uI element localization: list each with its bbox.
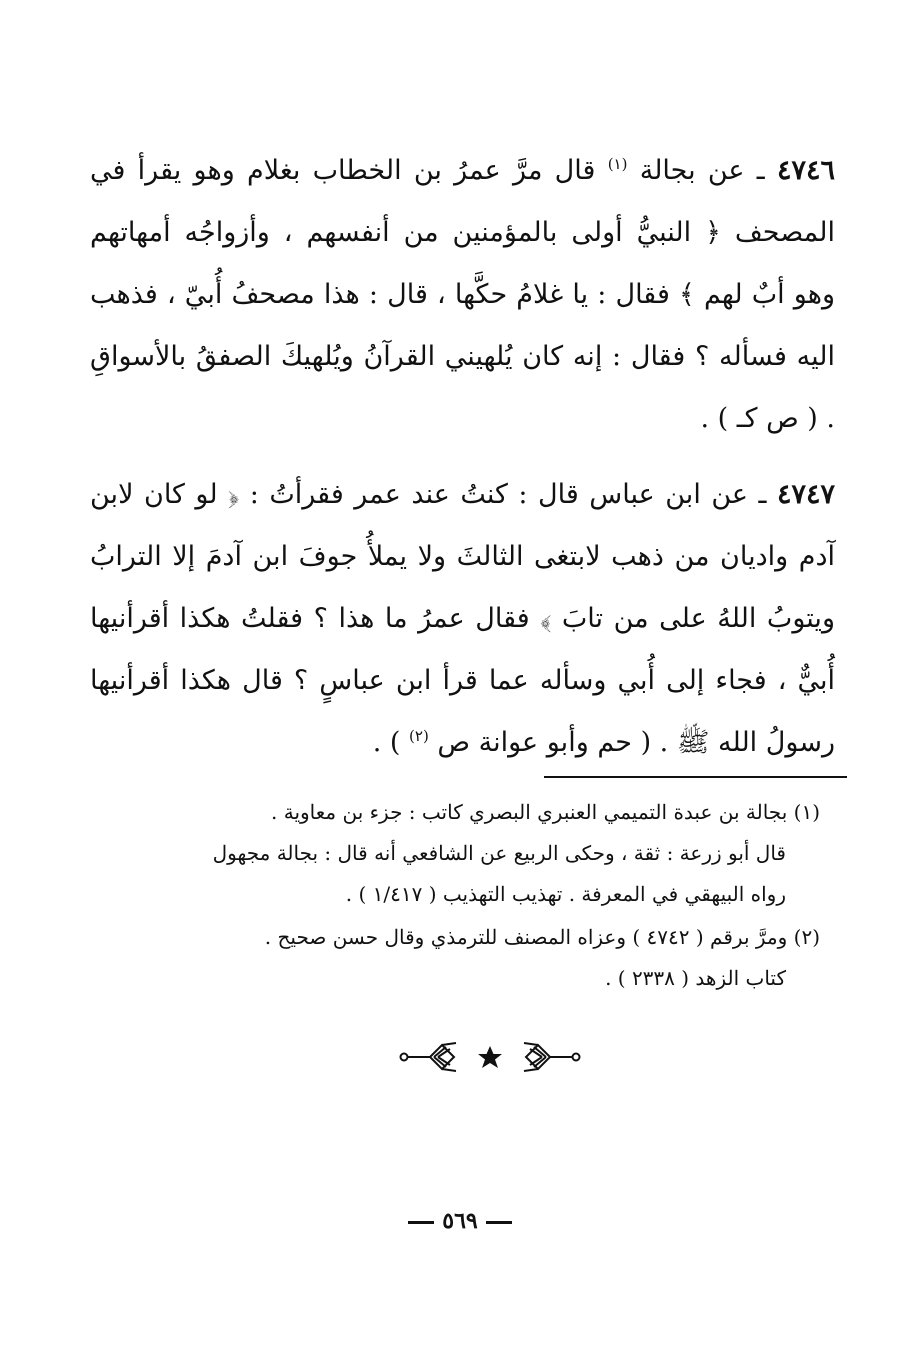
page-number: [0, 1208, 920, 1234]
footnote-line: كتاب الزهد ( ٢٣٣٨ ) .: [605, 966, 786, 990]
footnote-reference: (٢): [409, 727, 429, 745]
footnote-1: [100, 792, 820, 915]
hadith-4747: [90, 464, 835, 774]
hadith-text: ـ عن بجالة: [627, 155, 777, 186]
footnotes: [100, 792, 820, 1001]
footnote-line: (١) بجالة بن عبدة التميمي العنبري البصري كاتب : جزء بن معاوية .: [271, 800, 820, 824]
footnote-2: [100, 917, 820, 999]
main-text: [90, 140, 835, 788]
footnote-line: رواه البيهقي في المعرفة . تهذيب التهذيب ( ١/٤١٧ ) .: [345, 882, 786, 906]
footnote-line: (٢) ومرَّ برقم ( ٤٧٤٢ ) وعزاه المصنف للترمذي وقال حسن صحيح .: [264, 925, 820, 949]
footnote-divider: [544, 776, 847, 778]
dash-icon: [486, 1221, 512, 1224]
hadith-number: ٤٧٤٧: [776, 479, 835, 510]
footnote-line: قال أبو زرعة : ثقة ، وحكى الربيع عن الشافعي أنه قال : بجالة مجهول: [212, 841, 786, 865]
dash-icon: [408, 1221, 434, 1224]
ornament-divider-icon: [390, 1040, 590, 1074]
page-number-value: ٥٦٩: [442, 1208, 478, 1234]
hadith-text: ـ عن ابن عباس قال : كنتُ عند عمر فقرأتُ : ﴿ لو كان لابن آدم واديان من ذهب لابتغى الثالثَ ولا يملأُ جوفَ ابن آدمَ إلا الترابُ ويتوبُ اللهُ على من تابَ ﴾ فقال عمرُ ما هذا ؟ فقلتُ هكذا أقرأنيها أُبيٌّ ، فجاء إلى أُبي وسأله عما قرأ ابن عباسٍ ؟ قال هكذا أقرأنيها رسولُ الله ﷺ . ( حم وأبو عوانة ص: [90, 479, 835, 758]
hadith-text: قال مرَّ عمرُ بن الخطاب بغلام وهو يقرأ في المصحف ﴿ النبيُّ أولى بالمؤمنين من أنفسهم ، وأزواجُه أمهاتهم وهو أبٌ لهم ﴾ فقال : يا غلامُ حكَّها ، قال : هذا مصحفُ أُبيّ ، فذهب اليه فسأله ؟ فقال : إنه كان يُلهيني القرآنُ ويُلهيكَ الصفقُ بالأسواقِ . ( ص كـ ) .: [90, 155, 835, 434]
footnote-reference: (١): [607, 155, 628, 173]
hadith-text: ) .: [372, 727, 410, 758]
hadith-4746: [90, 140, 835, 450]
hadith-number: ٤٧٤٦: [776, 155, 835, 186]
